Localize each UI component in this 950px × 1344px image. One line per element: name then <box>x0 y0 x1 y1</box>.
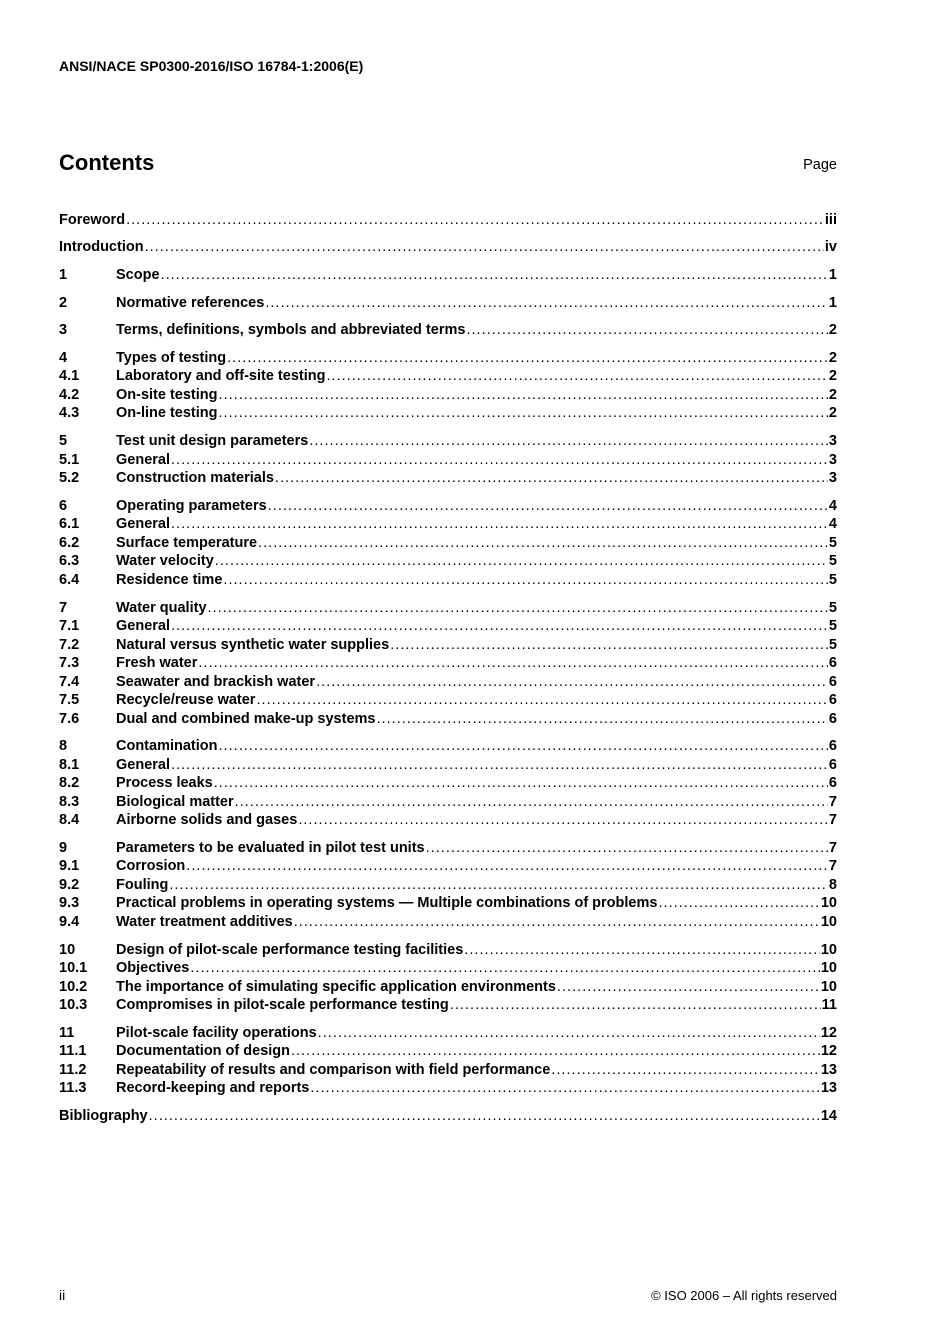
toc-group <box>59 264 837 283</box>
toc-entry-page: 3 <box>828 433 837 450</box>
toc-entry-number: 7.4 <box>59 673 80 690</box>
toc-entry[interactable] <box>59 569 837 588</box>
toc-entry-number: 7 <box>59 599 68 616</box>
toc-entry-number: 2 <box>59 294 68 311</box>
toc-entry-page: 6 <box>828 655 837 671</box>
toc-entry-page: 2 <box>828 349 837 366</box>
toc-entry-page: 3 <box>828 470 837 487</box>
toc-entry-page: 6 <box>828 673 837 690</box>
toc-entry-title: Surface temperature <box>116 534 258 551</box>
toc-leader-dots <box>186 858 828 874</box>
toc-entry-number: 9 <box>59 839 68 856</box>
toc-entry-number: 6 <box>59 497 68 514</box>
toc-entry-title: General <box>116 451 170 468</box>
toc-entry-number: 9.3 <box>59 895 80 912</box>
toc-entry-number: 8.3 <box>59 793 80 810</box>
toc-leader-dots <box>208 600 828 616</box>
toc-entry-title: Terms, definitions, symbols and abbreviated terms <box>116 322 466 339</box>
toc-entry[interactable] <box>59 634 837 653</box>
toc-entry[interactable] <box>59 431 837 450</box>
toc-leader-dots <box>275 470 828 486</box>
toc-entry-page: 6 <box>828 738 837 755</box>
toc-leader-dots <box>219 387 828 403</box>
toc-leader-dots <box>190 960 820 976</box>
toc-leader-dots <box>326 368 827 384</box>
toc-entry-page: 12 <box>820 1024 837 1041</box>
toc-group <box>59 736 837 829</box>
toc-entry-number: 7.6 <box>59 710 80 727</box>
toc-entry-page: 2 <box>828 386 837 403</box>
toc-entry-title: On-line testing <box>116 405 218 422</box>
toc-entry-page: 1 <box>828 294 837 311</box>
toc-group <box>59 431 837 487</box>
toc-entry[interactable] <box>59 856 837 875</box>
toc-leader-dots <box>376 711 827 727</box>
toc-group <box>59 292 837 311</box>
toc-entry[interactable] <box>59 939 837 958</box>
toc-entry[interactable] <box>59 773 837 792</box>
toc-group <box>59 495 837 588</box>
toc-entry-number: 7.3 <box>59 655 80 671</box>
toc-entry-title: Repeatability of results and comparison with field performance <box>116 1061 551 1078</box>
toc-group <box>59 1105 837 1124</box>
toc-entry[interactable] <box>59 995 837 1014</box>
toc-entry-title: Natural versus synthetic water supplies <box>116 636 390 653</box>
toc-entry-number: 10 <box>59 941 76 958</box>
toc-entry[interactable] <box>59 237 837 256</box>
toc-entry-title: Biological matter <box>116 793 234 810</box>
toc-leader-dots <box>219 405 828 421</box>
toc-leader-dots <box>390 637 828 653</box>
toc-entry[interactable] <box>59 551 837 570</box>
toc-entry[interactable] <box>59 653 837 672</box>
toc-entry[interactable] <box>59 292 837 311</box>
toc-entry-number: 6.3 <box>59 553 80 570</box>
toc-entry-page: 10 <box>820 913 837 930</box>
toc-leader-dots <box>126 212 824 228</box>
toc-leader-dots <box>658 895 819 911</box>
toc-entry-page: 8 <box>828 876 837 893</box>
toc-leader-dots <box>145 239 824 255</box>
toc-entry[interactable] <box>59 810 837 829</box>
toc-leader-dots <box>466 322 827 338</box>
toc-entry-page: 6 <box>828 692 837 708</box>
toc-leader-dots <box>464 942 820 958</box>
toc-leader-dots <box>265 295 828 311</box>
toc-entry-page: 7 <box>828 793 837 810</box>
toc-entry[interactable] <box>59 468 837 487</box>
toc-leader-dots <box>557 979 820 995</box>
footer-copyright: © ISO 2006 – All rights reserved <box>651 1288 837 1303</box>
toc-entry-page: 5 <box>828 618 837 634</box>
toc-entry-title: Fouling <box>116 876 169 893</box>
toc-entry-page: 6 <box>828 775 837 792</box>
toc-entry-page: 5 <box>828 599 837 616</box>
toc-entry-title: Parameters to be evaluated in pilot test units <box>116 839 425 856</box>
toc-entry-title: Scope <box>116 266 160 283</box>
toc-group <box>59 347 837 421</box>
toc-entry-title: Contamination <box>116 738 218 755</box>
toc-leader-dots <box>223 572 828 588</box>
toc-leader-dots <box>227 350 828 366</box>
toc-entry[interactable] <box>59 911 837 930</box>
toc-group <box>59 597 837 727</box>
toc-entry-page: 2 <box>828 322 837 339</box>
toc-entry-title: Objectives <box>116 960 190 977</box>
toc-entry[interactable] <box>59 736 837 755</box>
toc-entry-page: 6 <box>828 710 837 727</box>
toc-entry-page: 10 <box>820 941 837 958</box>
page-title: Contents <box>59 150 155 175</box>
toc-leader-dots <box>214 775 828 791</box>
toc-entry-title: Pilot-scale facility operations <box>116 1024 317 1041</box>
toc-leader-dots <box>318 1025 820 1041</box>
toc-entry-page: 10 <box>820 978 837 995</box>
toc-entry-number: 8.1 <box>59 756 80 773</box>
toc-entry-number: 5 <box>59 433 68 450</box>
toc-entry-title: Bibliography <box>59 1107 148 1124</box>
toc-entry[interactable] <box>59 708 837 727</box>
toc-entry[interactable] <box>59 837 837 856</box>
toc-entry-number: 6.2 <box>59 534 80 551</box>
toc-entry-number: 5.1 <box>59 451 80 468</box>
toc-leader-dots <box>551 1062 820 1078</box>
toc-entry-title: On-site testing <box>116 386 218 403</box>
toc-entry[interactable] <box>59 976 837 995</box>
toc-entry-title: Fresh water <box>116 655 198 671</box>
toc-entry[interactable] <box>59 690 837 709</box>
toc-entry-number: 7.5 <box>59 692 80 708</box>
toc-entry-page: 7 <box>828 812 837 829</box>
toc-entry-number: 10.3 <box>59 997 88 1014</box>
toc-entry-title: Recycle/reuse water <box>116 692 256 708</box>
toc-entry-title: Construction materials <box>116 470 274 487</box>
toc-entry[interactable] <box>59 597 837 616</box>
toc-entry-title: Process leaks <box>116 775 213 792</box>
footer-page-number: ii <box>59 1287 66 1303</box>
toc-group <box>59 237 837 256</box>
toc-entry-number: 10.1 <box>59 960 88 977</box>
toc-entry-number: 3 <box>59 322 68 339</box>
toc-entry-page: 2 <box>828 368 837 385</box>
table-of-contents <box>59 209 837 1133</box>
toc-entry-page: 5 <box>828 553 837 570</box>
toc-entry[interactable] <box>59 791 837 810</box>
toc-leader-dots <box>258 535 828 551</box>
toc-entry[interactable] <box>59 514 837 533</box>
toc-entry-page: 5 <box>828 571 837 588</box>
toc-entry-number: 5.2 <box>59 470 80 487</box>
toc-entry-title: Operating parameters <box>116 497 267 514</box>
toc-group <box>59 939 837 1013</box>
toc-entry[interactable] <box>59 874 837 893</box>
toc-entry-title: Practical problems in operating systems — Multiple combinations of problems <box>116 895 658 912</box>
toc-entry-number: 7.2 <box>59 636 80 653</box>
toc-entry-page: 3 <box>828 451 837 468</box>
toc-group <box>59 837 837 930</box>
toc-entry-page: 4 <box>828 516 837 533</box>
toc-entry[interactable] <box>59 1059 837 1078</box>
toc-entry-title: General <box>116 756 170 773</box>
toc-entry-page: 5 <box>828 534 837 551</box>
toc-leader-dots <box>198 655 828 671</box>
toc-leader-dots <box>450 997 821 1013</box>
toc-entry-title: Seawater and brackish water <box>116 673 316 690</box>
toc-entry[interactable] <box>59 1105 837 1124</box>
toc-group <box>59 1022 837 1096</box>
toc-entry[interactable] <box>59 1078 837 1097</box>
toc-entry-title: Normative references <box>116 294 265 311</box>
toc-leader-dots <box>171 452 828 468</box>
toc-entry-page: iii <box>824 211 837 228</box>
toc-entry[interactable] <box>59 320 837 339</box>
toc-leader-dots <box>294 914 820 930</box>
toc-entry-number: 8.4 <box>59 812 80 829</box>
toc-entry[interactable] <box>59 893 837 912</box>
toc-entry-number: 4.2 <box>59 386 80 403</box>
toc-leader-dots <box>149 1108 820 1124</box>
toc-entry-number: 6.1 <box>59 516 80 533</box>
toc-entry-number: 10.2 <box>59 978 88 995</box>
toc-entry-title: Water quality <box>116 599 207 616</box>
toc-entry[interactable] <box>59 264 837 283</box>
toc-entry[interactable] <box>59 754 837 773</box>
toc-entry-number: 4.1 <box>59 368 80 385</box>
toc-entry-page: 11 <box>821 997 837 1014</box>
toc-entry-title: Residence time <box>116 571 223 588</box>
toc-leader-dots <box>171 516 828 532</box>
toc-leader-dots <box>219 738 828 754</box>
toc-entry[interactable] <box>59 671 837 690</box>
toc-entry[interactable] <box>59 366 837 385</box>
toc-entry-number: 11.3 <box>59 1080 87 1097</box>
toc-entry-number: 11.2 <box>59 1061 87 1078</box>
toc-entry[interactable] <box>59 495 837 514</box>
toc-leader-dots <box>256 692 827 708</box>
toc-leader-dots <box>309 433 828 449</box>
toc-entry[interactable] <box>59 347 837 366</box>
page-column-label: Page <box>803 157 837 173</box>
toc-entry-number: 8 <box>59 738 68 755</box>
toc-entry[interactable] <box>59 384 837 403</box>
toc-entry-title: Documentation of design <box>116 1043 290 1060</box>
document-header: ANSI/NACE SP0300-2016/ISO 16784-1:2006(E) <box>59 58 364 74</box>
toc-entry[interactable] <box>59 532 837 551</box>
toc-entry-number: 9.4 <box>59 913 80 930</box>
toc-entry-title: Laboratory and off-site testing <box>116 368 326 385</box>
toc-entry[interactable] <box>59 1041 837 1060</box>
toc-leader-dots <box>171 618 828 634</box>
toc-entry-title: Water velocity <box>116 553 214 570</box>
toc-leader-dots <box>426 840 828 856</box>
toc-entry-page: 12 <box>820 1043 837 1060</box>
toc-group <box>59 320 837 339</box>
toc-entry-title: Corrosion <box>116 858 186 875</box>
toc-entry-page: 13 <box>820 1061 837 1078</box>
toc-entry-title: The importance of simulating specific application environments <box>116 978 556 995</box>
toc-leader-dots <box>171 757 828 773</box>
toc-entry-number: 7.1 <box>59 618 80 634</box>
toc-entry-title: Foreword <box>59 211 126 228</box>
toc-entry-page: 14 <box>820 1107 837 1124</box>
toc-entry-page: 6 <box>828 756 837 773</box>
toc-entry-title: General <box>116 516 170 533</box>
toc-entry-title: Compromises in pilot-scale performance testing <box>116 997 449 1014</box>
toc-entry-title: Test unit design parameters <box>116 433 309 450</box>
toc-entry-number: 11.1 <box>59 1043 87 1060</box>
toc-entry[interactable] <box>59 1022 837 1041</box>
toc-entry-number: 1 <box>59 266 68 283</box>
toc-entry[interactable] <box>59 403 837 422</box>
toc-group <box>59 209 837 228</box>
toc-leader-dots <box>235 794 828 810</box>
toc-entry-number: 8.2 <box>59 775 80 792</box>
toc-entry-title: Types of testing <box>116 349 227 366</box>
toc-entry-page: iv <box>824 239 837 256</box>
toc-leader-dots <box>268 498 828 514</box>
toc-entry-title: Airborne solids and gases <box>116 812 298 829</box>
toc-entry[interactable] <box>59 449 837 468</box>
toc-entry-page: 1 <box>828 266 837 283</box>
toc-entry-number: 4 <box>59 349 68 366</box>
toc-entry-page: 4 <box>828 497 837 514</box>
toc-entry-page: 10 <box>820 960 837 977</box>
toc-entry-title: Water treatment additives <box>116 913 293 930</box>
toc-entry-number: 11 <box>59 1024 75 1041</box>
toc-leader-dots <box>310 1080 819 1096</box>
toc-entry-page: 7 <box>828 839 837 856</box>
toc-leader-dots <box>161 267 828 283</box>
toc-leader-dots <box>298 812 828 828</box>
toc-entry-title: General <box>116 618 170 634</box>
toc-entry-number: 4.3 <box>59 405 80 422</box>
toc-entry-page: 10 <box>820 895 837 912</box>
toc-entry-title: Dual and combined make-up systems <box>116 710 376 727</box>
toc-entry[interactable] <box>59 958 837 977</box>
toc-entry[interactable] <box>59 209 837 228</box>
toc-leader-dots <box>316 674 828 690</box>
toc-entry[interactable] <box>59 616 837 635</box>
toc-entry-number: 6.4 <box>59 571 80 588</box>
toc-leader-dots <box>215 553 828 569</box>
toc-leader-dots <box>169 877 828 893</box>
toc-entry-page: 2 <box>828 405 837 422</box>
toc-entry-page: 13 <box>820 1080 837 1097</box>
toc-entry-title: Introduction <box>59 239 144 256</box>
toc-entry-number: 9.2 <box>59 876 80 893</box>
toc-entry-title: Design of pilot-scale performance testing facilities <box>116 941 464 958</box>
toc-leader-dots <box>291 1043 820 1059</box>
toc-entry-page: 7 <box>828 858 837 875</box>
toc-entry-title: Record-keeping and reports <box>116 1080 310 1097</box>
toc-entry-page: 5 <box>828 636 837 653</box>
toc-entry-number: 9.1 <box>59 858 80 875</box>
